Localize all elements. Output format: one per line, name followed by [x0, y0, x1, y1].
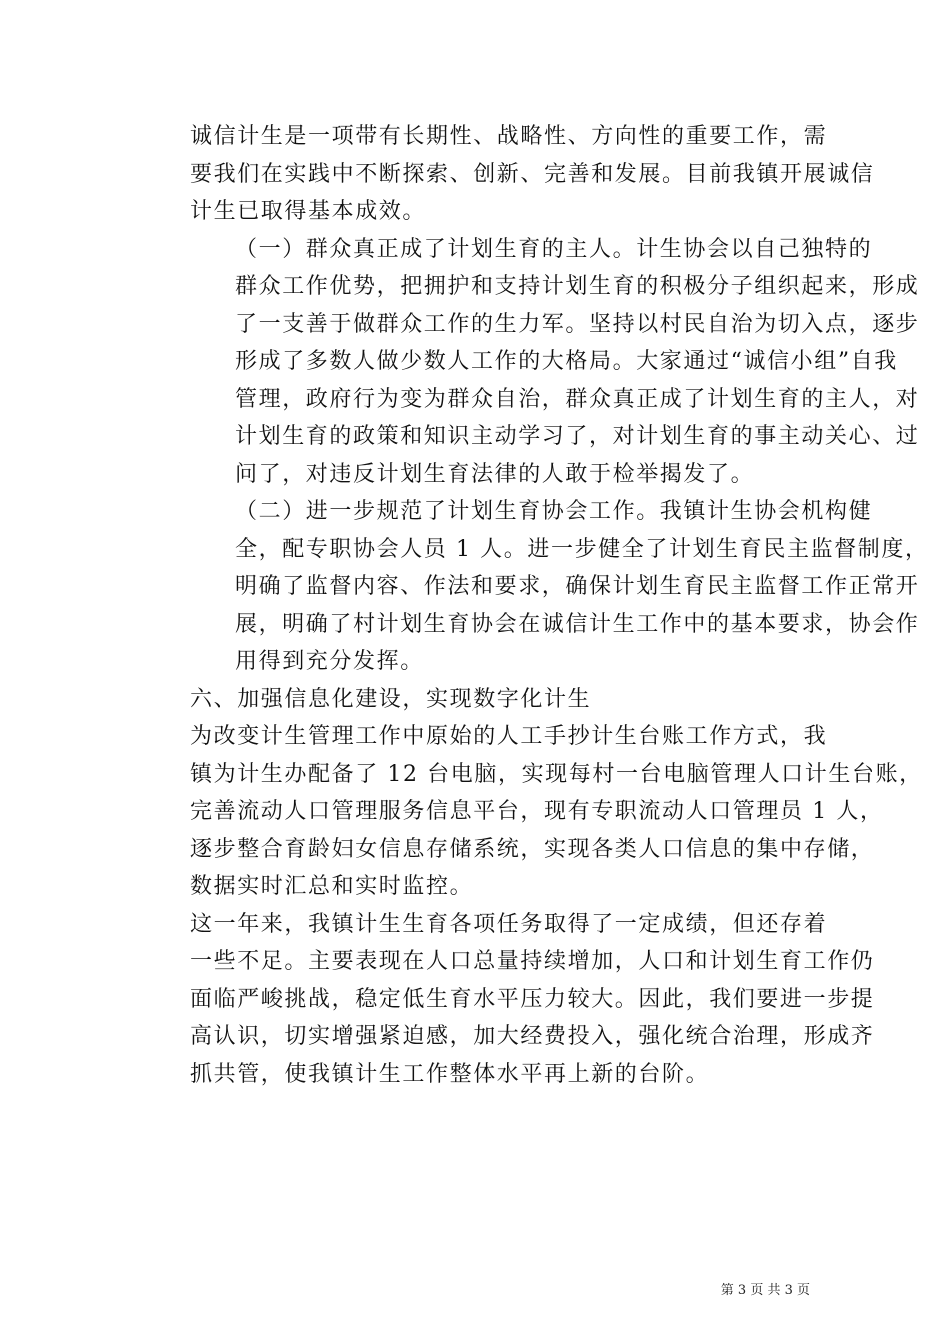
paragraph-digital-management — [145, 718, 923, 906]
paragraph-association-work — [145, 493, 929, 681]
text-line: 逐步整合育龄妇女信息存储系统，实现各类人口信息的集中存储， — [190, 836, 875, 862]
text-line: 计划生育的政策和知识主动学习了，对计划生育的事主动关心、过 — [235, 424, 920, 449]
text-line: 全，配专职协会人员 1 人。进一步健全了计划生育民主监督制度， — [235, 536, 929, 562]
paragraph-summary-shortcomings — [145, 906, 875, 1094]
text-line: 面临严峻挑战，稳定低生育水平压力较大。因此，我们要进一步提 — [190, 986, 875, 1012]
paragraph-masses-owners — [145, 231, 920, 494]
text-line: 形成了多数人做少数人工作的大格局。大家通过“诚信小组”自我 — [235, 349, 898, 374]
text-line: 完善流动人口管理服务信息平台，现有专职流动人口管理员 1 人， — [190, 799, 884, 824]
section-heading-informatization — [145, 681, 810, 719]
text-line: 高认识，切实增强紧迫感，加大经费投入，强化统合治理，形成齐 — [190, 1024, 875, 1049]
text-line: 要我们在实践中不断探索、创新、完善和发展。目前我镇开展诚信 — [190, 161, 875, 187]
text-line: 六、加强信息化建设，实现数字化计生 — [190, 686, 592, 712]
text-line: 抓共管，使我镇计生工作整体水平再上新的台阶。 — [190, 1061, 710, 1087]
text-line: 展，明确了村计划生育协会在诚信计生工作中的基本要求，协会作 — [235, 611, 920, 637]
text-line: 群众工作优势，把拥护和支持计划生育的积极分子组织起来，形成 — [235, 274, 920, 299]
document-body — [145, 118, 929, 1093]
paragraph-integrity-intro — [145, 118, 875, 231]
text-line: 诚信计生是一项带有长期性、战略性、方向性的重要工作，需 — [190, 124, 828, 149]
text-line: 计生已取得基本成效。 — [190, 199, 427, 224]
text-line: 数据实时汇总和实时监控。 — [190, 874, 474, 899]
text-line: 这一年来，我镇计生生育各项任务取得了一定成绩，但还存着 — [190, 911, 828, 937]
text-line: （一）群众真正成了计划生育的主人。计生协会以自己独特的 — [235, 236, 873, 262]
text-line: 用得到充分发挥。 — [235, 649, 424, 674]
text-line: 镇为计生办配备了 12 台电脑，实现每村一台电脑管理人口计生台账， — [190, 761, 923, 787]
text-line: 管理，政府行为变为群众自治，群众真正成了计划生育的主人，对 — [235, 386, 920, 412]
text-line: （二）进一步规范了计划生育协会工作。我镇计生协会机构健 — [235, 499, 873, 524]
text-line: 问了，对违反计划生育法律的人敢于检举揭发了。 — [235, 461, 755, 487]
text-line: 为改变计生管理工作中原始的人工手抄计生台账工作方式，我 — [190, 724, 828, 749]
text-line: 明确了监督内容、作法和要求，确保计划生育民主监督工作正常开 — [235, 574, 920, 599]
text-line: 一些不足。主要表现在人口总量持续增加，人口和计划生育工作仍 — [190, 949, 875, 974]
text-line: 了一支善于做群众工作的生力军。坚持以村民自治为切入点，逐步 — [235, 311, 920, 337]
page-number: 第 3 页 共 3 页 — [720, 1283, 810, 1298]
